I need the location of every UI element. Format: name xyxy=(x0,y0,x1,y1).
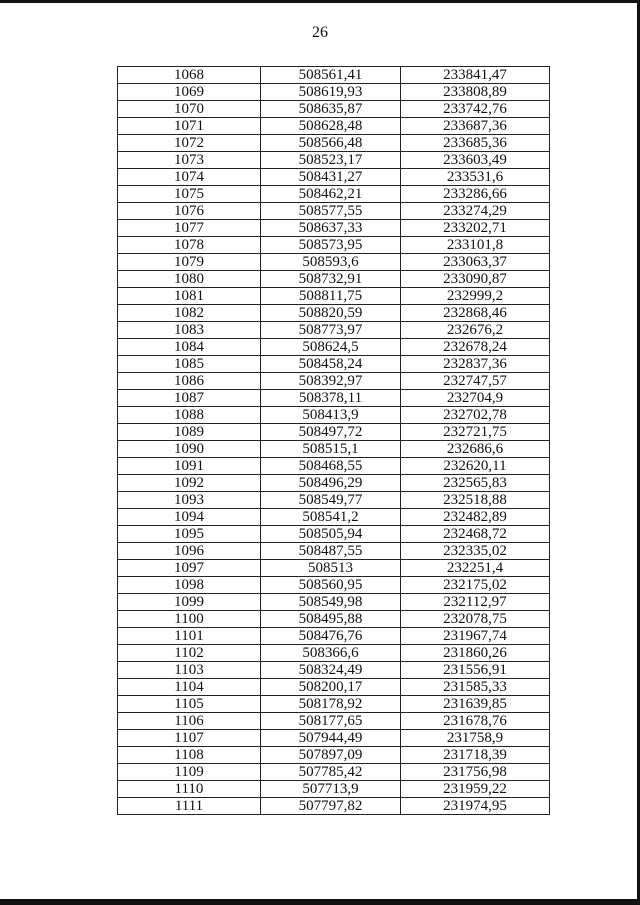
y-coordinate-cell: 232704,9 xyxy=(401,390,550,407)
table-row xyxy=(118,203,550,220)
table-row xyxy=(118,492,550,509)
point-number-cell: 1104 xyxy=(118,679,261,696)
point-number-cell: 1075 xyxy=(118,186,261,203)
table-row xyxy=(118,254,550,271)
y-coordinate-cell: 232678,24 xyxy=(401,339,550,356)
table-row xyxy=(118,339,550,356)
x-coordinate-cell: 508462,21 xyxy=(261,186,401,203)
point-number-cell: 1091 xyxy=(118,458,261,475)
table-row xyxy=(118,645,550,662)
y-coordinate-cell: 232837,36 xyxy=(401,356,550,373)
table-row xyxy=(118,67,550,84)
x-coordinate-cell: 508431,27 xyxy=(261,169,401,186)
point-number-cell: 1074 xyxy=(118,169,261,186)
table-row xyxy=(118,764,550,781)
y-coordinate-cell: 232721,75 xyxy=(401,424,550,441)
point-number-cell: 1079 xyxy=(118,254,261,271)
y-coordinate-cell: 232518,88 xyxy=(401,492,550,509)
x-coordinate-cell: 508624,5 xyxy=(261,339,401,356)
table-row xyxy=(118,747,550,764)
x-coordinate-cell: 508178,92 xyxy=(261,696,401,713)
x-coordinate-cell: 508513 xyxy=(261,560,401,577)
y-coordinate-cell: 232251,4 xyxy=(401,560,550,577)
table-row xyxy=(118,798,550,815)
table-row xyxy=(118,356,550,373)
point-number-cell: 1103 xyxy=(118,662,261,679)
point-number-cell: 1111 xyxy=(118,798,261,815)
table-row xyxy=(118,101,550,118)
y-coordinate-cell: 233531,6 xyxy=(401,169,550,186)
table-row xyxy=(118,186,550,203)
y-coordinate-cell: 233603,49 xyxy=(401,152,550,169)
point-number-cell: 1068 xyxy=(118,67,261,84)
x-coordinate-cell: 508523,17 xyxy=(261,152,401,169)
y-coordinate-cell: 233841,47 xyxy=(401,67,550,84)
point-number-cell: 1069 xyxy=(118,84,261,101)
scan-border-top xyxy=(0,0,640,3)
point-number-cell: 1072 xyxy=(118,135,261,152)
table-row xyxy=(118,543,550,560)
y-coordinate-cell: 233063,37 xyxy=(401,254,550,271)
x-coordinate-cell: 508468,55 xyxy=(261,458,401,475)
table-row xyxy=(118,577,550,594)
point-number-cell: 1086 xyxy=(118,373,261,390)
table-row xyxy=(118,679,550,696)
point-number-cell: 1108 xyxy=(118,747,261,764)
x-coordinate-cell: 508496,29 xyxy=(261,475,401,492)
x-coordinate-cell: 508577,55 xyxy=(261,203,401,220)
x-coordinate-cell: 508200,17 xyxy=(261,679,401,696)
table-row xyxy=(118,475,550,492)
y-coordinate-cell: 232468,72 xyxy=(401,526,550,543)
x-coordinate-cell: 508541,2 xyxy=(261,509,401,526)
table-row xyxy=(118,662,550,679)
table-row xyxy=(118,84,550,101)
point-number-cell: 1109 xyxy=(118,764,261,781)
table-row xyxy=(118,730,550,747)
table-row xyxy=(118,373,550,390)
y-coordinate-cell: 233090,87 xyxy=(401,271,550,288)
x-coordinate-cell: 508820,59 xyxy=(261,305,401,322)
y-coordinate-cell: 232335,02 xyxy=(401,543,550,560)
y-coordinate-cell: 233202,71 xyxy=(401,220,550,237)
x-coordinate-cell: 508573,95 xyxy=(261,237,401,254)
table-row xyxy=(118,237,550,254)
x-coordinate-cell: 508628,48 xyxy=(261,118,401,135)
x-coordinate-cell: 508566,48 xyxy=(261,135,401,152)
table-row xyxy=(118,611,550,628)
x-coordinate-cell: 508549,98 xyxy=(261,594,401,611)
point-number-cell: 1083 xyxy=(118,322,261,339)
y-coordinate-cell: 232078,75 xyxy=(401,611,550,628)
x-coordinate-cell: 508366,6 xyxy=(261,645,401,662)
point-number-cell: 1106 xyxy=(118,713,261,730)
y-coordinate-cell: 231974,95 xyxy=(401,798,550,815)
y-coordinate-cell: 231585,33 xyxy=(401,679,550,696)
table-row xyxy=(118,322,550,339)
x-coordinate-cell: 507785,42 xyxy=(261,764,401,781)
y-coordinate-cell: 231718,39 xyxy=(401,747,550,764)
x-coordinate-cell: 508811,75 xyxy=(261,288,401,305)
table-row xyxy=(118,441,550,458)
point-number-cell: 1076 xyxy=(118,203,261,220)
point-number-cell: 1094 xyxy=(118,509,261,526)
point-number-cell: 1107 xyxy=(118,730,261,747)
table-row xyxy=(118,407,550,424)
point-number-cell: 1081 xyxy=(118,288,261,305)
table-row xyxy=(118,594,550,611)
coordinates-table-body xyxy=(118,67,550,815)
point-number-cell: 1088 xyxy=(118,407,261,424)
y-coordinate-cell: 231967,74 xyxy=(401,628,550,645)
y-coordinate-cell: 232620,11 xyxy=(401,458,550,475)
point-number-cell: 1092 xyxy=(118,475,261,492)
table-row xyxy=(118,628,550,645)
point-number-cell: 1097 xyxy=(118,560,261,577)
y-coordinate-cell: 232565,83 xyxy=(401,475,550,492)
y-coordinate-cell: 233274,29 xyxy=(401,203,550,220)
x-coordinate-cell: 508413,9 xyxy=(261,407,401,424)
y-coordinate-cell: 232482,89 xyxy=(401,509,550,526)
table-row xyxy=(118,560,550,577)
point-number-cell: 1071 xyxy=(118,118,261,135)
table-row xyxy=(118,118,550,135)
x-coordinate-cell: 508561,41 xyxy=(261,67,401,84)
y-coordinate-cell: 231678,76 xyxy=(401,713,550,730)
point-number-cell: 1101 xyxy=(118,628,261,645)
point-number-cell: 1078 xyxy=(118,237,261,254)
x-coordinate-cell: 508515,1 xyxy=(261,441,401,458)
x-coordinate-cell: 508637,33 xyxy=(261,220,401,237)
x-coordinate-cell: 508177,65 xyxy=(261,713,401,730)
point-number-cell: 1105 xyxy=(118,696,261,713)
y-coordinate-cell: 232868,46 xyxy=(401,305,550,322)
x-coordinate-cell: 508324,49 xyxy=(261,662,401,679)
x-coordinate-cell: 508773,97 xyxy=(261,322,401,339)
x-coordinate-cell: 508635,87 xyxy=(261,101,401,118)
page-number: 26 xyxy=(312,24,328,41)
point-number-cell: 1085 xyxy=(118,356,261,373)
y-coordinate-cell: 231758,9 xyxy=(401,730,550,747)
y-coordinate-cell: 231556,91 xyxy=(401,662,550,679)
point-number-cell: 1087 xyxy=(118,390,261,407)
scan-border-bottom xyxy=(0,899,640,905)
table-row xyxy=(118,781,550,798)
y-coordinate-cell: 233685,36 xyxy=(401,135,550,152)
point-number-cell: 1070 xyxy=(118,101,261,118)
y-coordinate-cell: 232747,57 xyxy=(401,373,550,390)
table-row xyxy=(118,458,550,475)
table-row xyxy=(118,169,550,186)
point-number-cell: 1093 xyxy=(118,492,261,509)
y-coordinate-cell: 231959,22 xyxy=(401,781,550,798)
x-coordinate-cell: 507944,49 xyxy=(261,730,401,747)
table-row xyxy=(118,526,550,543)
table-row xyxy=(118,509,550,526)
y-coordinate-cell: 232676,2 xyxy=(401,322,550,339)
point-number-cell: 1089 xyxy=(118,424,261,441)
table-row xyxy=(118,135,550,152)
point-number-cell: 1100 xyxy=(118,611,261,628)
table-row xyxy=(118,713,550,730)
y-coordinate-cell: 232175,02 xyxy=(401,577,550,594)
x-coordinate-cell: 508458,24 xyxy=(261,356,401,373)
x-coordinate-cell: 508392,97 xyxy=(261,373,401,390)
table-row xyxy=(118,696,550,713)
x-coordinate-cell: 508495,88 xyxy=(261,611,401,628)
y-coordinate-cell: 231860,26 xyxy=(401,645,550,662)
y-coordinate-cell: 233742,76 xyxy=(401,101,550,118)
point-number-cell: 1080 xyxy=(118,271,261,288)
point-number-cell: 1082 xyxy=(118,305,261,322)
point-number-cell: 1098 xyxy=(118,577,261,594)
point-number-cell: 1102 xyxy=(118,645,261,662)
point-number-cell: 1090 xyxy=(118,441,261,458)
y-coordinate-cell: 232686,6 xyxy=(401,441,550,458)
y-coordinate-cell: 232702,78 xyxy=(401,407,550,424)
x-coordinate-cell: 508593,6 xyxy=(261,254,401,271)
table-row xyxy=(118,152,550,169)
point-number-cell: 1077 xyxy=(118,220,261,237)
y-coordinate-cell: 231639,85 xyxy=(401,696,550,713)
y-coordinate-cell: 231756,98 xyxy=(401,764,550,781)
x-coordinate-cell: 507797,82 xyxy=(261,798,401,815)
x-coordinate-cell: 508497,72 xyxy=(261,424,401,441)
table-row xyxy=(118,271,550,288)
point-number-cell: 1099 xyxy=(118,594,261,611)
y-coordinate-cell: 232112,97 xyxy=(401,594,550,611)
y-coordinate-cell: 233286,66 xyxy=(401,186,550,203)
y-coordinate-cell: 232999,2 xyxy=(401,288,550,305)
x-coordinate-cell: 508487,55 xyxy=(261,543,401,560)
x-coordinate-cell: 508476,76 xyxy=(261,628,401,645)
point-number-cell: 1084 xyxy=(118,339,261,356)
x-coordinate-cell: 507713,9 xyxy=(261,781,401,798)
y-coordinate-cell: 233808,89 xyxy=(401,84,550,101)
x-coordinate-cell: 508378,11 xyxy=(261,390,401,407)
x-coordinate-cell: 508619,93 xyxy=(261,84,401,101)
coordinates-table xyxy=(117,66,550,815)
point-number-cell: 1073 xyxy=(118,152,261,169)
table-row xyxy=(118,220,550,237)
x-coordinate-cell: 508732,91 xyxy=(261,271,401,288)
x-coordinate-cell: 507897,09 xyxy=(261,747,401,764)
point-number-cell: 1110 xyxy=(118,781,261,798)
y-coordinate-cell: 233101,8 xyxy=(401,237,550,254)
x-coordinate-cell: 508549,77 xyxy=(261,492,401,509)
point-number-cell: 1096 xyxy=(118,543,261,560)
table-row xyxy=(118,305,550,322)
point-number-cell: 1095 xyxy=(118,526,261,543)
x-coordinate-cell: 508505,94 xyxy=(261,526,401,543)
y-coordinate-cell: 233687,36 xyxy=(401,118,550,135)
table-row xyxy=(118,390,550,407)
table-row xyxy=(118,288,550,305)
x-coordinate-cell: 508560,95 xyxy=(261,577,401,594)
table-row xyxy=(118,424,550,441)
